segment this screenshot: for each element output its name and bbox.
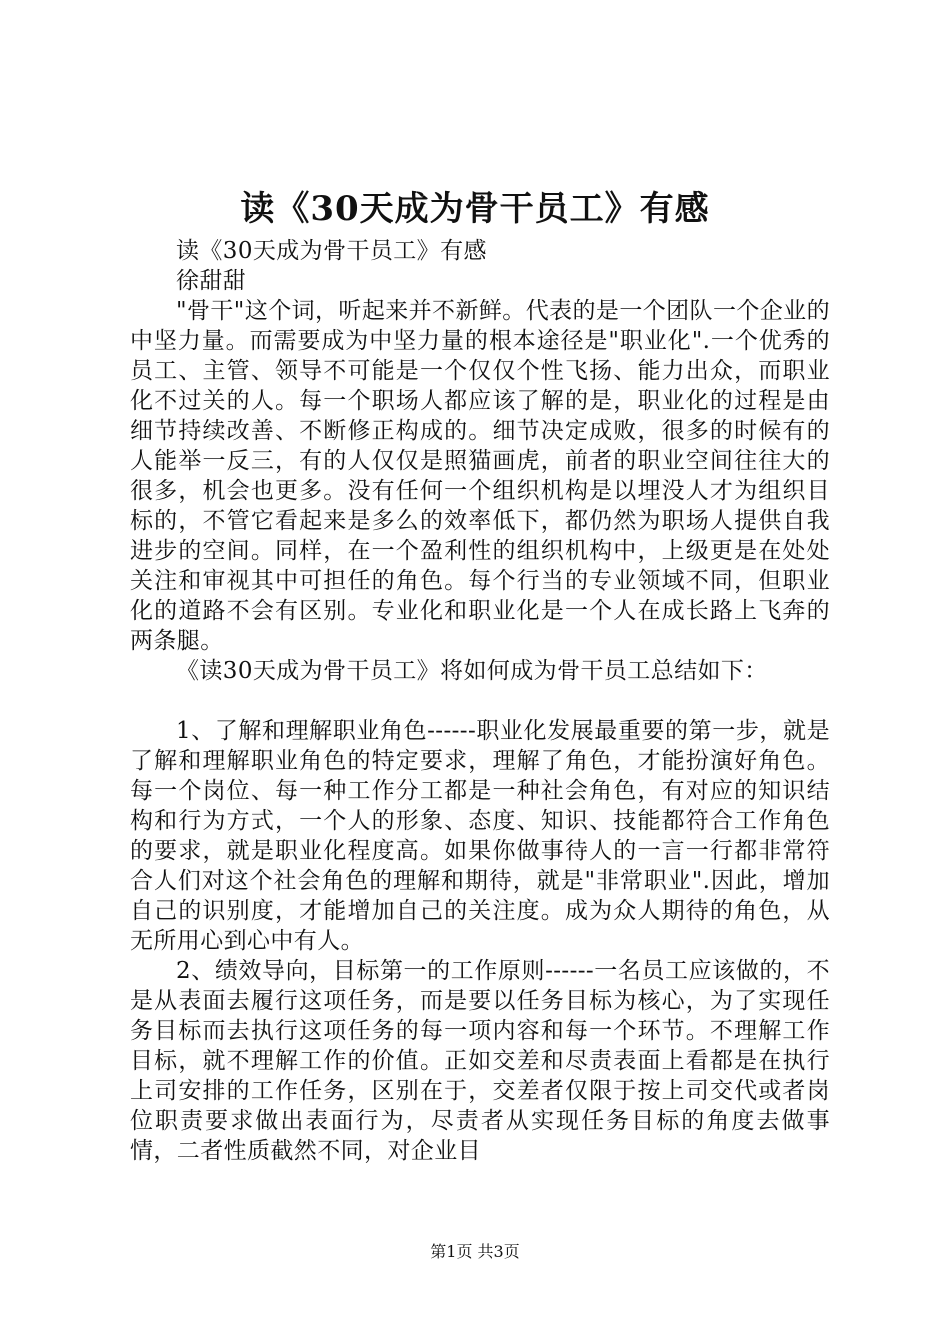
paragraph-intro: "骨干"这个词，听起来并不新鲜。代表的是一个团队一个企业的中坚力量。而需要成为中坚力量的根本途径是"职业化".一个优秀的员工、主管、领导不可能是一个仅仅个性飞扬、能力出众，而职业化不过关的人。每一个职场人都应该了解的是，职业化的过程是由细节持续改善、不断修正构成的。细节决定成败，很多的时候有的人能举一反三，有的人仅仅是照猫画虎，前者的职业空间往往大的很多，机会也更多。没有任何一个组织机构是以埋没人才为组织目标的，不管它看起来是多么的效率低下，都仍然为职场人提供自我进步的空间。同样，在一个盈利性的组织机构中，上级更是在处处关注和审视其中可担任的角色。每个行当的专业领域不同，但职业化的道路不会有区别。专业化和职业化是一个人在成长路上飞奔的两条腿。 (130, 298, 830, 654)
document-body (130, 236, 830, 1166)
subtitle-line: 读《30天成为骨干员工》有感 (176, 238, 487, 264)
author-line: 徐甜甜 (176, 268, 247, 294)
paragraph-summary-lead: 《读30天成为骨干员工》将如何成为骨干员工总结如下： (176, 658, 768, 684)
document-title: 读《30天成为骨干员工》有感 (240, 189, 710, 229)
paragraph-point-1: 1、了解和理解职业角色------职业化发展最重要的第一步，就是了解和理解职业角色的特定要求，理解了角色，才能扮演好角色。每一个岗位、每一种工作分工都是一种社会角色，有对应的知识结构和行为方式，一个人的形象、态度、知识、技能都符合工作角色的要求，就是职业化程度高。如果你做事待人的一言一行都非常符合人们对这个社会角色的理解和期待，就是"非常职业".因此，增加自己的识别度，才能增加自己的关注度。成为众人期待的角色，从无所用心到心中有人。 (130, 718, 830, 954)
page-number-footer: 第1页 共3页 (430, 1242, 520, 1261)
paragraph-point-2: 2、绩效导向，目标第一的工作原则------一名员工应该做的，不是从表面去履行这项任务，而是要以任务目标为核心，为了实现任务目标而去执行这项任务的每一项内容和每一个环节。不理解工作目标，就不理解工作的价值。正如交差和尽责表面上看都是在执行上司安排的工作任务，区别在于，交差者仅限于按上司交代或者岗位职责要求做出表面行为，尽责者从实现任务目标的角度去做事情，二者性质截然不同，对企业目 (130, 958, 830, 1164)
blank-line (130, 686, 830, 716)
